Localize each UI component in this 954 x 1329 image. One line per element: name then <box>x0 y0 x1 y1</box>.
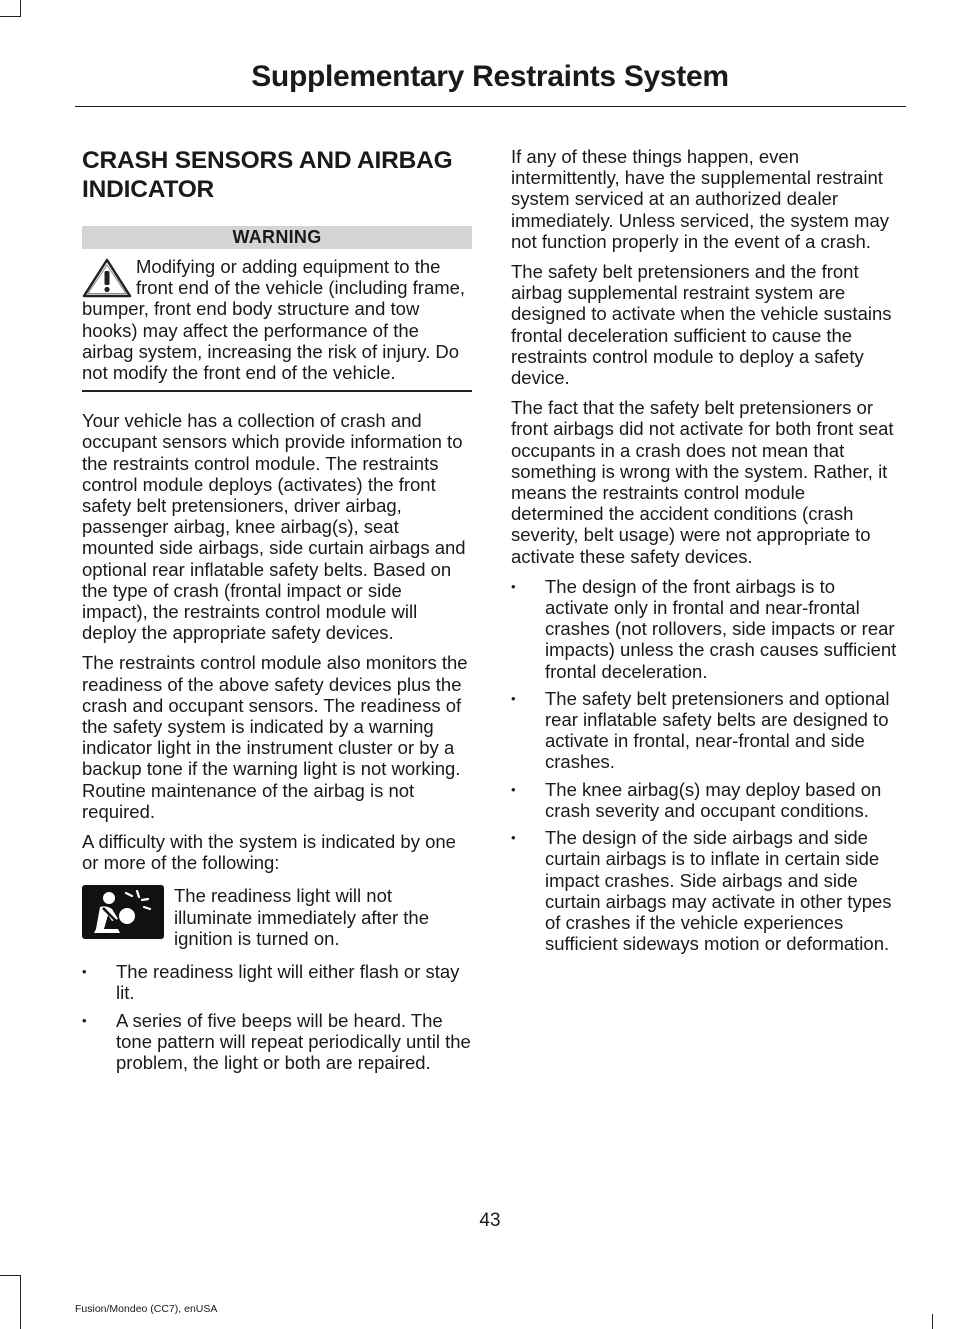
left-column <box>82 146 472 1079</box>
crop-mark <box>0 16 20 17</box>
paragraph: If any of these things happen, even intermittently, have the supplemental restraint system serviced at an authorized dealer immediately. Unless serviced, the system may not function properly in the event of a crash. <box>511 146 889 252</box>
list-item <box>511 827 902 954</box>
crop-mark <box>20 0 21 17</box>
paragraph: The safety belt pretensioners and the front airbag supplemental restraint system are designed to activate when the vehicle sustains frontal deceleration sufficient to cause the restraints control module to deploy a safety device. <box>511 261 892 389</box>
indicator-row <box>82 885 472 949</box>
crop-mark <box>20 1275 21 1329</box>
page-header-title: Supplementary Restraints System <box>251 60 729 93</box>
warning-rule <box>82 390 472 392</box>
list-item-text: The design of the front airbags is to activate only in frontal and near-frontal crashes (not rollovers, side impacts or rear impacts) unless the crash causes sufficient frontal deceleration. <box>545 575 897 682</box>
section-title: CRASH SENSORS AND AIRBAG INDICATOR <box>82 147 453 203</box>
bullet: • <box>511 578 516 594</box>
indicator-text: The readiness light will not illuminate immediately after the ignition is turned on. <box>174 885 429 949</box>
footer-text: Fusion/Mondeo (CC7), enUSA <box>75 1303 218 1315</box>
right-column <box>511 146 902 960</box>
airbag-warning-icon <box>82 885 164 939</box>
paragraph: The fact that the safety belt pretensioners or front airbags did not activate for both front seat occupants in a crash does not mean that something is wrong with the system. Rather, it means the restraints control module determined the accident conditions (crash severity, belt usage) were not appropriate to activate these safety devices. <box>511 397 894 567</box>
list-item-text: The safety belt pretensioners and optional rear inflatable safety belts are designed to activate in frontal, near-frontal and side crashes. <box>545 687 890 773</box>
warning-text: Modifying or adding equipment to the front end of the vehicle (including frame, bumper, front end body structure and tow hooks) may affect the performance of the airbag system, increasing the risk of injury. Do not modify the front end of the vehicle. <box>82 256 466 384</box>
list-item-text: The knee airbag(s) may deploy based on crash severity and occupant conditions. <box>545 778 882 821</box>
bullet-list <box>511 576 902 954</box>
page-number: 43 <box>479 1210 501 1231</box>
bullet: • <box>511 690 516 706</box>
warning-box <box>82 226 472 392</box>
crop-mark <box>932 1314 933 1329</box>
list-item <box>511 576 902 682</box>
bullet: • <box>511 781 516 797</box>
paragraph: The restraints control module also monitors the readiness of the above safety devices plus the crash and occupant sensors. The readiness of the safety system is indicated by a warning indicator light in the instrument cluster or by a backup tone if the warning light is not working. Routine maintenance of the airbag is not required. <box>82 652 468 822</box>
bullet: • <box>82 1012 87 1028</box>
header-rule <box>75 106 906 107</box>
list-item-text: The design of the side airbags and side curtain airbags is to inflate in certain side impact crashes. Side airbags and side curtain airbags may activate in other types of crashes if the vehicle experiences sufficient sideways motion or deformation. <box>545 827 892 955</box>
bullet: • <box>82 964 87 980</box>
list-item <box>511 779 902 821</box>
list-item-text: The readiness light will either flash or stay lit. <box>116 961 460 1004</box>
paragraph: A difficulty with the system is indicated by one or more of the following: <box>82 831 456 874</box>
warning-triangle-icon <box>82 258 132 298</box>
warning-body <box>82 256 472 383</box>
list-item <box>82 961 472 1003</box>
list-item-text: A series of five beeps will be heard. The tone pattern will repeat periodically until the problem, the light or both are repaired. <box>116 1009 471 1073</box>
crop-mark <box>0 1275 20 1276</box>
warning-label: WARNING <box>82 226 472 249</box>
bullet: • <box>511 830 516 846</box>
list-item <box>82 1010 472 1074</box>
paragraph: Your vehicle has a collection of crash and occupant sensors which provide information to the restraints control module. The restraints control module deploys (activates) the front safety belt pretensioners, driver airbag, passenger airbag, knee airbag(s), seat mounted side airbags, side curtain airbags and optional rear inflatable safety belts. Based on the type of crash (frontal impact or side impact), the restraints control module will deploy the appropriate safety devices. <box>82 410 466 644</box>
bullet-list <box>82 961 472 1073</box>
list-item <box>511 688 902 773</box>
